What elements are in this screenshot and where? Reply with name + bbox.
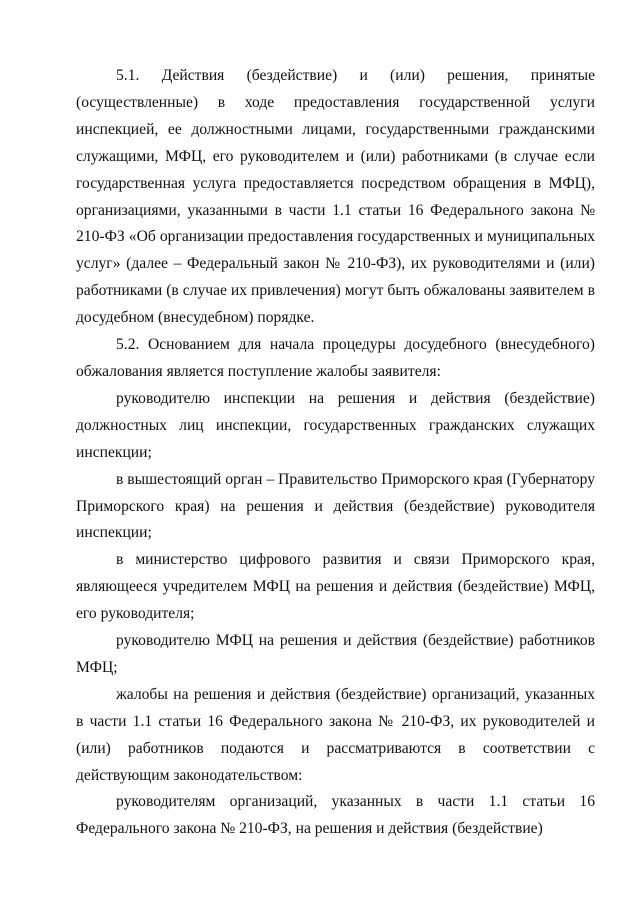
paragraph-5-1: 5.1. Действия (бездействие) и (или) решения, принятые (осуществленные) в ходе предоставления государственной услуги инспекцией, ее должностными лицами, государственными гражданскими служащими, МФЦ, его руководителем и (или) работниками (в случае если государственная услуга предоставляется посредством обращения в МФЦ), организациями, указанными в части 1.1 статьи 16 Федерального закона № 210-ФЗ «Об организации предоставления государственных и муниципальных услуг» (далее – Федеральный закон № 210-ФЗ), их руководителями и (или) работниками (в случае их привлечения) могут быть обжалованы заявителем в досудебном (внесудебном) порядке.: [76, 67, 595, 327]
document-body: [76, 63, 595, 843]
list-item-organization-heads: руководителям организаций, указанных в части 1.1 статьи 16 Федерального закона № 210-ФЗ, на решения и действия (бездействие): [76, 793, 595, 838]
paragraph-5-2: 5.2. Основанием для начала процедуры досудебного (внесудебного) обжалования является поступление жалобы заявителя:: [76, 336, 595, 380]
list-item-inspection-head: руководителю инспекции на решения и действия (бездействие) должностных лиц инспекции, государственных гражданских служащих инспекции;: [76, 389, 595, 461]
list-item-digital-ministry: в министерство цифрового развития и связи Приморского края, являющееся учредителем МФЦ на решения и действия (бездействие) МФЦ, его руководителя;: [76, 551, 595, 623]
list-item-mfc-head: руководителю МФЦ на решения и действия (бездействие) работников МФЦ;: [76, 632, 595, 676]
paragraph-organizations-complaints: жалобы на решения и действия (бездействие) организаций, указанных в части 1.1 статьи 16 Федерального закона № 210-ФЗ, их руководителей и (или) работников подаются и рассматриваются в соответствии с действующим законодательством:: [76, 685, 595, 784]
list-item-higher-authority: в вышестоящий орган – Правительство Приморского края (Губернатору Приморского края) на решения и действия (бездействие) руководителя инспекции;: [76, 470, 595, 542]
